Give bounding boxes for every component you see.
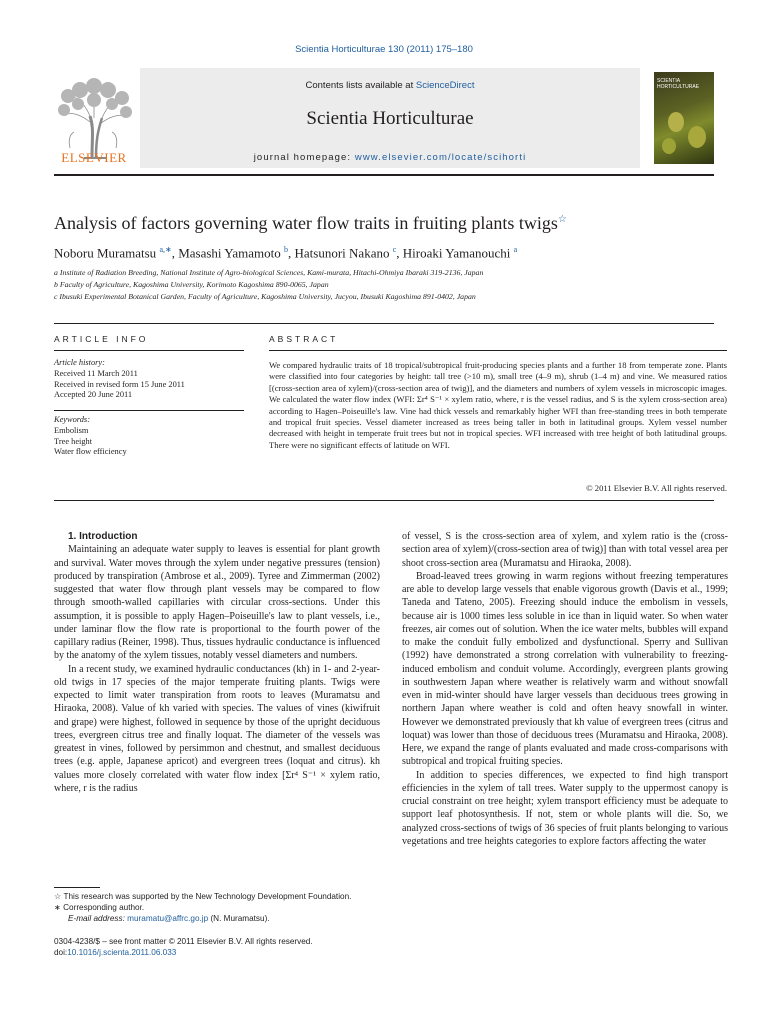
author-name: Hatsunori Nakano	[294, 245, 390, 261]
title-text: Analysis of factors governing water flow traits in fruiting plants twigs	[54, 213, 558, 233]
body-column-left	[54, 530, 380, 795]
keyword: Embolism	[54, 425, 89, 435]
doi-prefix: doi:	[54, 947, 68, 957]
doi-line	[54, 948, 313, 959]
corresponding-author-note: ∗ Corresponding author.	[54, 902, 145, 912]
article-info-heading: ARTICLE INFO	[54, 334, 149, 344]
abstract-heading: ABSTRACT	[269, 334, 339, 344]
header-divider	[54, 174, 714, 176]
body-paragraph: Broad-leaved trees growing in warm regions without freezing temperatures are able to develop large vessels that enable vigorous growth (Davis et al., 1999; Taneda and Tateno, 2005). Freezing should induce the embolism in vessels, because air is 1000 times less soluble in ice than in liquid water. So when water freezes, air comes out of solution. When the ice water melts, bubbles will expand to make the conduit fully embolized and dysfunctional. Sperry and Sullivan (1992) have demonstrated a strong correlation with vulnerability to freezing-induced embolism and conduit volume. Accordingly, evergreen plants growing in southwestern Japan where weather is relatively warm and without snowfall even in mid-winter should have larger vessels than deciduous trees growing in northern Japan where weather is cold and often heavy snowfall in winter. However we demonstrated previously that kh value of evergreen trees (citrus and loquat) was lower than those of deciduous trees (Muramatsu and Hiraoka, 2008). Here, we expand the range of plants evaluated and made cross-comparisons with subtropical and tropical fruiting species.	[402, 570, 728, 768]
title-footnote-mark[interactable]: ☆	[557, 214, 567, 225]
journal-banner	[140, 68, 640, 168]
body-divider	[54, 500, 714, 501]
email-label: E-mail address:	[68, 913, 125, 923]
journal-header	[54, 68, 714, 172]
doi-link[interactable]: 10.1016/j.scienta.2011.06.033	[67, 947, 177, 957]
contents-line	[140, 80, 640, 91]
history-item: Received 11 March 2011	[54, 368, 138, 378]
journal-cover-image	[654, 72, 714, 164]
keyword: Water flow efficiency	[54, 447, 127, 457]
section-heading-introduction: 1. Introduction	[68, 531, 138, 542]
body-paragraph: In a recent study, we examined hydraulic conductances (kh) in 1- and 2-year-old twigs in 17 species of the major temperate fruiting plants. Twigs were expected to limit water transpiration from roots to leaves (Muramatsu and Hiraoka, 2008). Value of kh varied with species. The values of vines (kiwifruit and grape) were highest, followed in sequence by those of the upright deciduous trees, evergreen citrus tree and finally loquat. The diameter of the vessels was greatest in vines, followed by persimmon and chestnut, and smallest deciduous trees (e.g. apple, Japanese apricot) and evergreen trees (loquat and citrus). kh values more closely correlated with water flow index [Σr⁴ S⁻¹ × xylem ratio, where, r is the radius	[54, 663, 380, 794]
article-history	[54, 358, 244, 401]
contents-prefix: Contents lists available at	[305, 80, 416, 91]
body-paragraph: of vessel, S is the cross-section area of xylem, and xylem ratio is the (cross-section area of xylem)/(cross-section area of twig)] than with total vessel area per shoot cross-section area (Muramatsu and Hiraoka, 2008).	[402, 531, 728, 569]
affiliation: c Ibusuki Experimental Botanical Garden, Faculty of Agriculture, Kagoshima University, Jucyou, Ibusuki Kagoshima 891-0402, Japan	[54, 292, 476, 301]
history-item: Received in revised form 15 June 2011	[54, 379, 185, 389]
front-matter	[54, 937, 313, 959]
journal-homepage-line	[140, 152, 640, 163]
affiliation: a Institute of Radiation Breeding, National Institute of Agro-biological Sciences, Kami-murata, Hitachi-Ohmiya Ibaraki 319-2136, Japan	[54, 268, 484, 277]
author-list: Noboru Muramatsu $^{a,∗}$, Masashi Yamamoto $^b$, Hatsunori Nakano $^c$, Hiroaki Yamanouchi $^a$	[54, 245, 518, 261]
journal-homepage-link[interactable]: www.elsevier.com/locate/scihorti	[354, 152, 527, 163]
abstract-body: We compared hydraulic traits of 18 tropical/subtropical fruit-producing species plants and a further 18 from temperate zone. Plants were classified into four categories by height: tall tree (>10 m), small tree (4–9 m), shrub (1–4 m) and vine. We measured ratios [(cross-section area of xylem)/(cross-section area of twig)], and the diameters and numbers of xylem vessels in microscopic images. We calculated the water flow index (WFI: Σr⁴ S⁻¹ × xylem ratio, where, r is the vessel radius, and S is the xylem cross-section area) according to Hagen–Poiseuille's law. Vine had thick vessels and remarkably higher WFI than free-standing trees in both temperate and tropical fruit species. Vessel diameter increased as trees being taller in both in latitudinal groups. Xylem vessel number decreased with height in temperate fruit trees but not in tropical species. WFI increased with tree height of both latitudinal groups. There were no significant effects of latitude on WFI.	[269, 360, 727, 450]
journal-name: Scientia Horticulturae	[306, 108, 474, 129]
article-title	[54, 213, 567, 234]
abstract-copyright: © 2011 Elsevier B.V. All rights reserved.	[586, 483, 727, 493]
email-line	[54, 914, 394, 925]
cover-fruit	[662, 138, 676, 154]
affiliation: b Faculty of Agriculture, Kagoshima University, Korimoto Kagoshima 890-0065, Japan	[54, 280, 329, 289]
author-name: Masashi Yamamoto	[178, 245, 281, 261]
cover-fruit	[688, 126, 706, 148]
email-link[interactable]: muramatu@affrc.go.jp	[127, 913, 209, 923]
footnotes	[54, 892, 394, 924]
issn-line: 0304-4238/$ – see front matter © 2011 Elsevier B.V. All rights reserved.	[54, 937, 313, 946]
keywords-label: Keywords:	[54, 415, 90, 424]
funding-footnote: ☆ This research was supported by the New Technology Development Foundation.	[54, 892, 352, 901]
footnote-rule	[54, 887, 100, 888]
cover-fruit	[668, 112, 684, 132]
body-paragraph: Maintaining an adequate water supply to leaves is essential for plant growth and survival. Water moves through the xylem under negative pressures (tension) produced by transpiration (Ambrose et al., 2009). Tyree and Zimmerman (2002) suggested that water flow through plant vessels may be compared to flow through smooth-walled capillaries with circular cross-sections. Under this assumption, it is possible to apply Hagen–Poiseuille's law to plant vessels, i.e., under laminar flow the flow rate is proportional to the fourth power of the capillary radius (Reiner, 1998). Thus, tissues hydraulic conductance is influenced by the anatomy of the xylem tissues, notably vessel diameters and numbers.	[54, 544, 380, 662]
author-name: Noboru Muramatsu	[54, 245, 157, 261]
author-affiliation-mark[interactable]: a,∗	[159, 245, 172, 254]
info-rule	[54, 410, 244, 411]
keyword: Tree height	[54, 436, 93, 446]
author-affiliation-mark[interactable]: c	[392, 245, 397, 254]
sciencedirect-link[interactable]: ScienceDirect	[415, 80, 475, 91]
history-item: Accepted 20 June 2011	[54, 390, 133, 400]
homepage-prefix: journal homepage:	[253, 152, 355, 163]
abstract-rule	[269, 350, 727, 351]
body-paragraph: In addition to species differences, we expected to find high transport efficiencies in the xylem of tall trees. Water supply to the uppermost canopy is crucial constraint on tree height; xylem transport efficiency must be adequate to support leaf photosynthesis. If not, stem or whole plants will die. So, we analyzed cross-sections of twigs of 36 species of fruit plants belonging to various vegetations and tree heights categories to explore factors affecting the water	[402, 769, 728, 847]
author-name: Hiroaki Yamanouchi	[402, 245, 511, 261]
info-rule	[54, 350, 244, 351]
author-affiliation-mark[interactable]: a	[513, 245, 518, 254]
elsevier-wordmark: ELSEVIER	[61, 150, 127, 165]
body-column-right	[402, 530, 728, 848]
keywords	[54, 415, 244, 458]
metadata-divider	[54, 323, 714, 324]
author-affiliation-mark[interactable]: b	[284, 245, 289, 254]
email-suffix: (N. Muramatsu).	[210, 913, 270, 923]
journal-reference-link[interactable]: Scientia Horticulturae 130 (2011) 175–180	[295, 44, 473, 55]
history-label: Article history:	[54, 358, 105, 367]
cover-title: SCIENTIA HORTICULTURAE	[657, 78, 700, 90]
